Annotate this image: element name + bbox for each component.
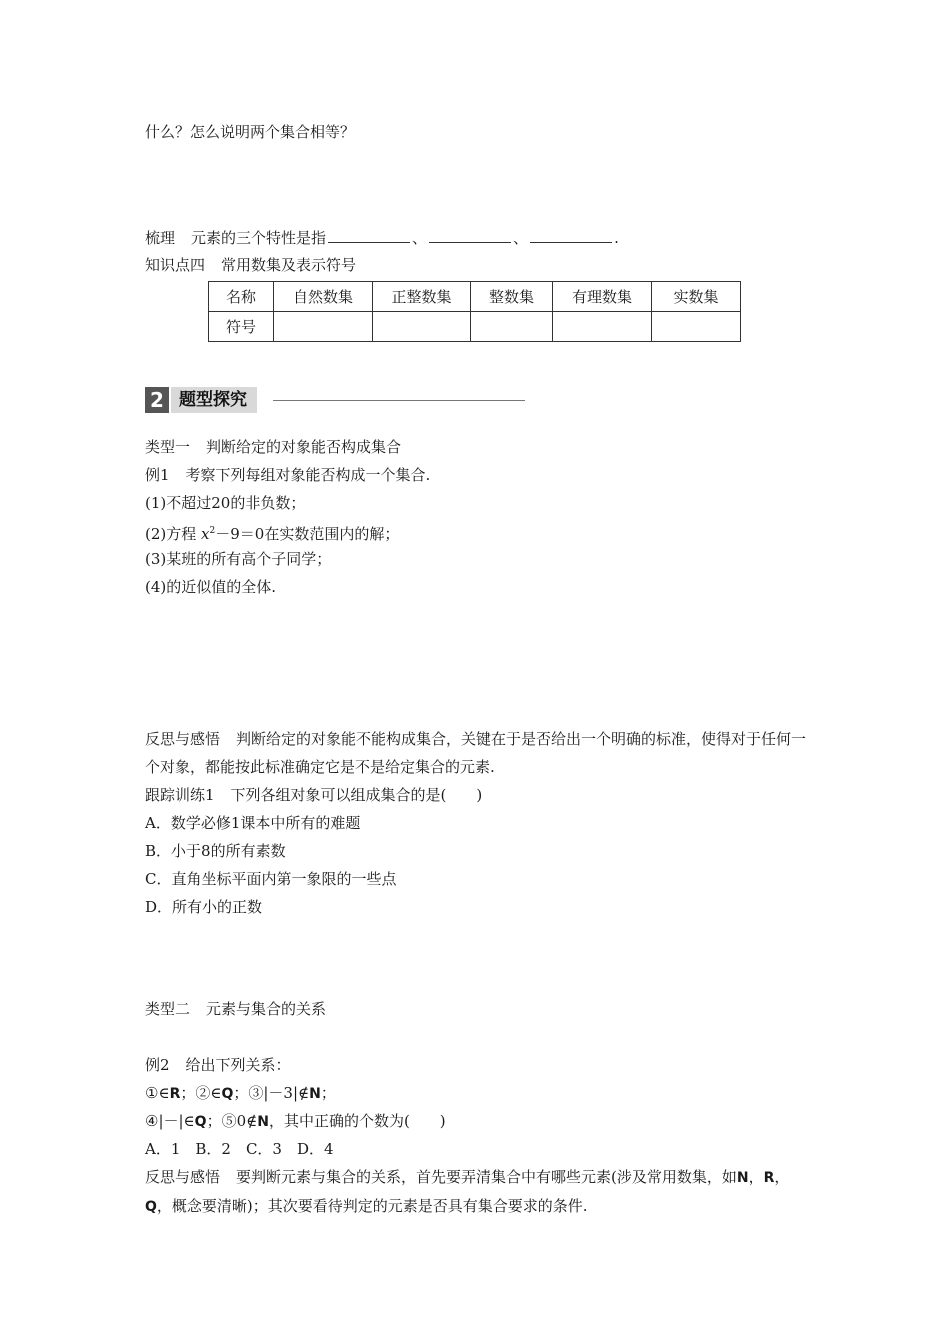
separator: ， [748,1168,764,1186]
item-text: (2)方程 [145,525,197,543]
knowledge-title: 常用数集及表示符号 [221,256,357,274]
reflection1-text: 判断给定的对象能不能构成集合，关键在于是否给出一个明确的标准，使得对于任何一个对象，都能按此标准确定它是不是给定集合的元素. [145,730,807,776]
example1-item-3: (3)某班的所有高个子同学； [145,550,332,568]
table-cell[interactable] [471,312,553,342]
table-header-row [209,282,741,312]
relation-text: ； [320,1084,336,1102]
table-header-cell: 有理数集 [553,282,652,312]
practice1-option-c[interactable]: C．直角坐标平面内第一象限的一些点 [145,870,397,888]
reflection2-text: ，概念要清晰)；其次要看待判定的元素是否具有集合要求的条件. [156,1197,588,1215]
knowledge-point-4 [145,255,356,275]
table-row [209,312,741,342]
answer-blank-2[interactable] [429,228,511,243]
set-symbol-n: N [309,1086,321,1102]
section-rule [273,400,525,401]
example2-line-1 [145,1083,336,1104]
table-cell[interactable] [553,312,652,342]
relation-text: ；③|－3|∉ [233,1084,310,1102]
summary-label: 梳理 [145,229,176,247]
example1-text: 考察下列每组对象能否构成一个集合. [185,466,431,484]
set-symbol-q: Q [145,1199,157,1215]
table-row-label: 符号 [209,312,274,342]
relation-text: ；②∈ [180,1084,222,1102]
example2-label: 例2 [145,1056,170,1074]
example2-options[interactable]: A．1 B．2 C．3 D．4 [145,1140,334,1158]
reflection2-text: 要判断元素与集合的关系，首先要弄清集合中有哪些元素(涉及常用数集，如 [236,1168,737,1186]
table-header-cell: 正整数集 [373,282,471,312]
summary-line [145,228,619,248]
set-symbol-q: Q [194,1114,207,1130]
practice1-option-a[interactable]: A．数学必修1课本中所有的难题 [145,814,361,832]
reflection1-label: 反思与感悟 [145,730,221,748]
table-cell[interactable] [652,312,741,342]
section-number: 2 [145,387,169,413]
table-cell[interactable] [373,312,471,342]
set-symbol-r: R [763,1170,775,1186]
set-symbol-r: R [169,1086,181,1102]
table-header-cell: 整数集 [471,282,553,312]
item-text: －9＝0在实数范围内的解； [215,525,400,543]
variable-x: x [201,525,210,543]
exponent: 2 [209,526,216,536]
separator: 、 [513,229,529,247]
set-symbol-q: Q [221,1086,234,1102]
reflection2 [145,1163,807,1221]
answer-blank-3[interactable] [530,228,612,243]
example1-item-1: (1)不超过20的非负数； [145,494,306,512]
example1-item-4: (4)的近似值的全体. [145,578,277,596]
type1-title: 判断给定的对象能否构成集合 [206,438,402,456]
knowledge-label: 知识点四 [145,256,206,274]
practice1-text: 下列各组对象可以组成集合的是( ) [230,786,483,804]
relation-text: ④|－|∈ [145,1112,195,1130]
practice1-option-d[interactable]: D．所有小的正数 [145,898,263,916]
answer-blank-1[interactable] [328,228,410,243]
period: . [614,229,619,247]
type2-title: 元素与集合的关系 [206,1000,327,1018]
table-header-cell: 实数集 [652,282,741,312]
section-title: 题型探究 [171,387,257,413]
relation-text: ，其中正确的个数为( ) [268,1112,446,1130]
practice1-heading [145,785,482,805]
example2-line-2 [145,1111,446,1132]
set-symbol-n: N [736,1170,749,1186]
intro-line: 什么？怎么说明两个集合相等？ [145,123,356,141]
separator: ， [774,1168,790,1186]
table-cell[interactable] [274,312,373,342]
relation-text: ①∈ [145,1084,170,1102]
example1-label: 例1 [145,466,170,484]
reflection1 [145,725,807,781]
separator: 、 [412,229,428,247]
type2-heading [145,999,326,1019]
set-symbol-n: N [257,1114,269,1130]
example1-item-2 [145,521,399,544]
practice1-label: 跟踪训练1 [145,786,215,804]
table-header-cell: 自然数集 [274,282,373,312]
type1-heading [145,437,401,457]
summary-text: 元素的三个特性是指 [191,229,327,247]
table-header-cell: 名称 [209,282,274,312]
example1-heading [145,465,430,485]
type1-label: 类型一 [145,438,191,456]
relation-text: ；⑤0∉ [206,1112,258,1130]
section-header [145,387,525,413]
practice1-option-b[interactable]: B．小于8的所有素数 [145,842,286,860]
number-sets-table [208,281,741,342]
example2-heading [145,1055,291,1075]
reflection2-label: 反思与感悟 [145,1168,221,1186]
type2-label: 类型二 [145,1000,191,1018]
example2-text: 给出下列关系： [185,1056,291,1074]
